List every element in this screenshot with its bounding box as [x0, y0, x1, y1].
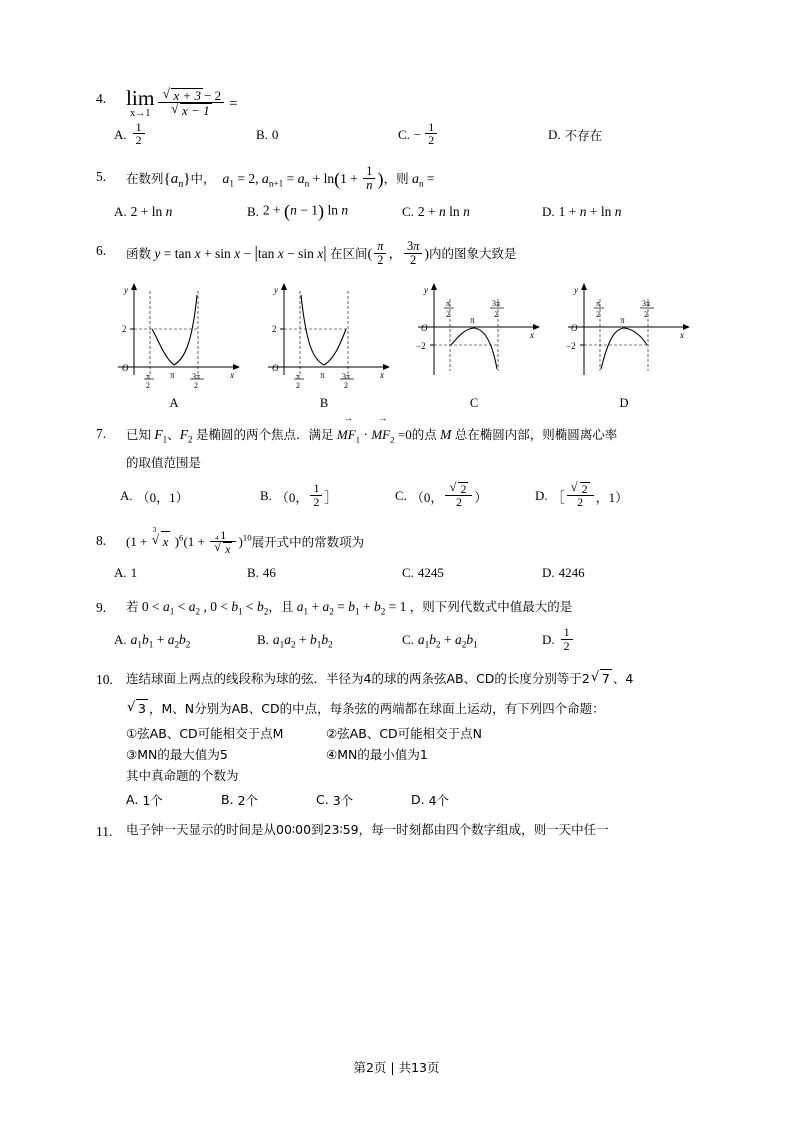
question-7-stem: 已知 $F_1$、$F_2$ 是椭圆的两个焦点．满足 → $MF_1$ · → $MF_2 =0$的点 M 总在椭圆内部，则椭圆离心率 的取值范围是 [126, 423, 706, 473]
option-a[interactable]: A. $a_1b_1 + a_2b_2$ [114, 631, 191, 650]
option-a[interactable]: A. 1个 [126, 792, 163, 808]
question-11-number: 11. [96, 823, 113, 839]
graph-a [104, 279, 244, 411]
question-8-number: 8. [96, 532, 107, 548]
svg-text:2: 2 [194, 380, 198, 389]
graph-a-label: A [169, 395, 179, 410]
svg-text:2: 2 [494, 309, 498, 319]
question-5-options [114, 201, 706, 222]
question-6 [96, 240, 706, 410]
question-7 [96, 423, 706, 510]
limit-operator: lim x→1 [126, 86, 155, 120]
svg-text:2: 2 [644, 309, 648, 319]
svg-text:3π: 3π [342, 371, 351, 381]
question-10-stem: 连结球面上两点的线段称为球的弦．半径为4的球的两条弦AB、CD的长度分别等于2 √ 7 、4 √ 3 ，M、N分别为AB、CD的中点，每条弦的两端都在球面上运动，有下列四个命题： [126, 669, 706, 719]
proposition-2: ②弦AB、CD可能相交于点N [326, 725, 483, 741]
page-footer: 第2页 | 共13页 [353, 1060, 440, 1075]
question-10-number: 10. [96, 672, 113, 688]
graph-c-label: C [469, 395, 479, 410]
svg-text:x: x [680, 329, 684, 340]
graph-c [404, 279, 544, 411]
svg-text:π: π [146, 371, 151, 381]
question-6-number: 6. [96, 243, 107, 259]
graph-d [554, 279, 694, 411]
question-10-tail: 其中真命题的个数为 [126, 768, 239, 784]
svg-text:x: x [530, 329, 534, 340]
question-9-options [114, 627, 706, 653]
question-5 [96, 163, 706, 222]
option-d[interactable]: D. 1 + n + ln n [542, 203, 622, 219]
question-7-number: 7. [96, 425, 107, 441]
question-9-number: 9. [96, 599, 107, 615]
option-a[interactable]: A. 1 [114, 564, 138, 580]
question-7-stem-line2: 的取值范围是 [126, 454, 202, 470]
svg-text:2: 2 [446, 309, 450, 319]
svg-text:y: y [124, 284, 128, 295]
option-b[interactable]: B. 46 [247, 564, 276, 580]
option-d[interactable]: D. 4个 [411, 792, 450, 808]
svg-text:O: O [571, 322, 578, 333]
svg-text:−2: −2 [566, 340, 576, 351]
svg-text:π: π [446, 298, 451, 308]
option-c[interactable]: C. 3个 [316, 792, 354, 808]
option-d[interactable]: D. $\frac{1}{2}$ [542, 627, 575, 653]
option-d[interactable]: D. 4246 [542, 564, 585, 580]
svg-text:y: y [574, 284, 578, 295]
svg-text:O: O [421, 322, 428, 333]
svg-text:π: π [170, 369, 175, 380]
limit-fraction: √ x + 3 − 2 √ x − 1 [158, 88, 224, 118]
svg-text:2: 2 [122, 323, 127, 334]
question-4-number: 4. [96, 91, 107, 106]
option-a[interactable]: A. （0，1） [120, 488, 189, 505]
option-d[interactable]: D. 不存在 [548, 126, 603, 143]
question-10-propositions [126, 723, 706, 787]
proposition-4: ④MN的最小值为1 [326, 747, 428, 763]
question-8-options [114, 565, 706, 581]
option-b[interactable]: B. 2 + (n − 1) ln n [247, 201, 349, 222]
question-9 [96, 597, 706, 654]
question-8 [96, 527, 706, 581]
svg-text:O: O [122, 362, 129, 373]
svg-text:2: 2 [296, 380, 300, 389]
question-11 [96, 821, 706, 842]
question-8-stem: (1 + √ x 3 )$^6$(1 + 1 √ x 4 )$^{10}$展开式中的常数项为 [126, 530, 706, 557]
svg-text:O: O [272, 362, 279, 373]
svg-text:−2: −2 [416, 340, 426, 351]
option-c[interactable]: C. $a_1b_2 + a_2b_1$ [402, 631, 478, 650]
question-10-options [126, 791, 706, 809]
question-4-stem: lim x→1 √ x + 3 − 2 √ x − 1 = [126, 88, 706, 120]
option-d[interactable]: D. ［ √ $\frac{2}{2}$ ，1） [535, 483, 628, 510]
question-6-graphs [104, 279, 694, 411]
option-a[interactable]: A. $\frac{1}{2}$ [114, 122, 256, 148]
graph-d-label: D [619, 395, 629, 410]
option-b[interactable]: B. 2个 [221, 792, 259, 808]
svg-text:2: 2 [146, 380, 150, 389]
proposition-3: ③MN的最大值为5 [126, 747, 228, 763]
question-4-options [114, 119, 706, 148]
svg-text:3π: 3π [192, 371, 201, 381]
svg-text:y: y [424, 284, 428, 295]
question-7-options [120, 483, 706, 510]
graph-b [254, 279, 394, 411]
question-11-stem: 电子钟一天显示的时间是从00∶00到23∶59，每一时刻都由四个数字组成，则一天中任一 [126, 821, 609, 837]
option-c[interactable]: C. 2 + n ln n [402, 203, 470, 219]
option-c[interactable]: C. − $\frac{1}{2}$ [398, 122, 548, 148]
option-b[interactable]: B. $a_1a_2 + b_1b_2$ [257, 631, 333, 650]
svg-text:π: π [596, 298, 601, 308]
question-5-stem: 在数列$\{a_n\}$中， $a_1 = 2$, $a_{n+1} = a_n + \ln(1$ + $\frac{1}{n}$ )，则 $a_n$ = [126, 163, 435, 192]
svg-text:y: y [274, 284, 278, 295]
question-5-number: 5. [96, 168, 107, 184]
option-c[interactable]: C. 4245 [402, 564, 444, 580]
svg-text:2: 2 [344, 380, 348, 389]
option-b[interactable]: B. 0 [256, 126, 279, 142]
graph-b-label: B [319, 395, 329, 410]
question-6-stem: 函数 y = tan x + sin x − |tan x − sin x| 在区间( $\frac{\pi}{2}$ ， $\frac{3\pi}{2}$ )内的图象大致是 [126, 239, 517, 268]
svg-text:3π: 3π [642, 298, 651, 308]
svg-text:π: π [620, 314, 625, 325]
svg-text:2: 2 [272, 323, 277, 334]
svg-text:x: x [380, 369, 384, 380]
svg-text:π: π [320, 369, 325, 380]
option-c[interactable]: C. （0， √ $\frac{2}{2}$ ） [395, 483, 535, 510]
question-9-stem: 若 $0 < a_1 < a_2$ , $0 < b_1 < b_2$，且 $a_1 + a_2 = b_1 + b_2 = 1$ ，则下列代数式中值最大的是 [126, 598, 573, 617]
option-b[interactable]: B. （0， $\frac{1}{2}$ ］ [260, 481, 338, 509]
svg-text:2: 2 [596, 309, 600, 319]
svg-text:x: x [230, 369, 234, 380]
page-content [96, 88, 706, 846]
svg-text:π: π [296, 371, 301, 381]
question-10 [96, 669, 706, 808]
proposition-1: ①弦AB、CD可能相交于点M [126, 725, 284, 741]
question-4 [96, 88, 706, 148]
option-a[interactable]: A. 2 + ln n [114, 203, 173, 219]
svg-text:π: π [470, 314, 475, 325]
svg-text:3π: 3π [492, 298, 501, 308]
